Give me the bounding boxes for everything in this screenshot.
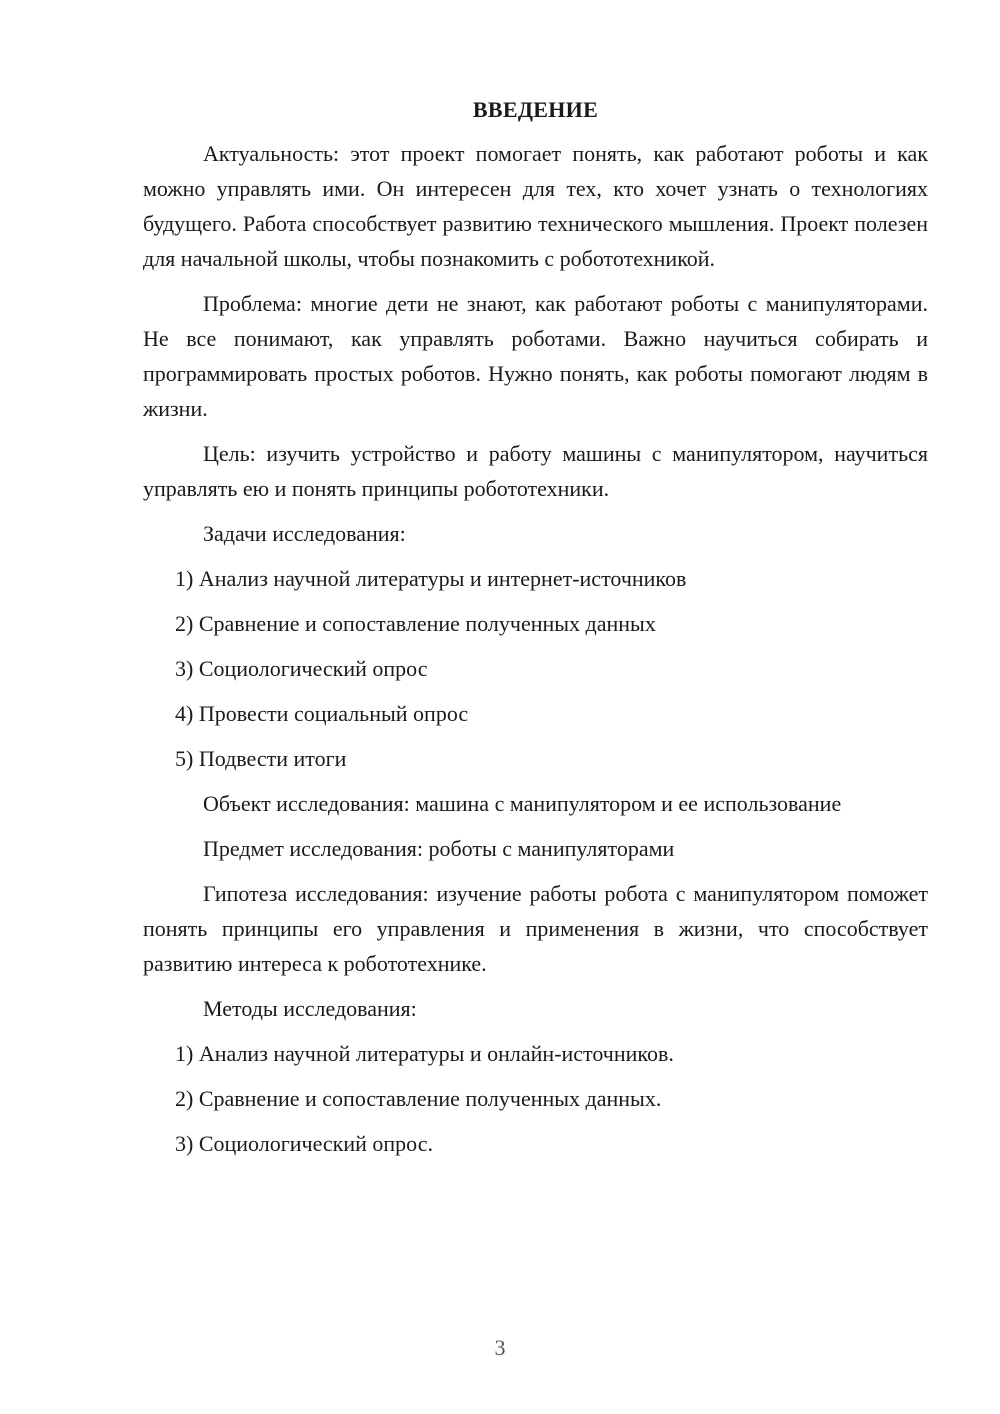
- methods-list: [143, 1036, 928, 1161]
- list-item: 3) Социологический опрос: [175, 656, 428, 681]
- tasks-list: [143, 561, 928, 776]
- section-heading: ВВЕДЕНИЕ: [472, 97, 599, 122]
- object-line: Объект исследования: машина с манипулятором и ее использование: [203, 791, 842, 816]
- tasks-title: Задачи исследования:: [203, 521, 406, 546]
- subject-line: Предмет исследования: роботы с манипуляторами: [203, 836, 675, 861]
- relevance-paragraph: Актуальность: этот проект помогает понять, как работают роботы и как можно управлять ими. Он интересен для тех, кто хочет узнать о технологиях будущего. Работа способствует развитию технического мышления. Проект полезен для начальной школы, чтобы познакомить с робототехникой.: [143, 141, 928, 271]
- problem-paragraph: Проблема: многие дети не знают, как работают роботы с манипуляторами. Не все понимают, как управлять роботами. Важно научиться собирать и программировать простых роботов. Нужно понять, как роботы помогают людям в жизни.: [143, 291, 928, 421]
- page-number: 3: [494, 1335, 506, 1360]
- list-item: 2) Сравнение и сопоставление полученных данных.: [175, 1086, 662, 1111]
- goal-paragraph: Цель: изучить устройство и работу машины с манипулятором, научиться управлять ею и понять принципы робототехники.: [143, 441, 928, 501]
- list-item: 1) Анализ научной литературы и интернет-источников: [175, 566, 687, 591]
- list-item: 4) Провести социальный опрос: [175, 701, 469, 726]
- list-item: 1) Анализ научной литературы и онлайн-источников.: [175, 1041, 674, 1066]
- list-item: 2) Сравнение и сопоставление полученных данных: [175, 611, 656, 636]
- list-item: 3) Социологический опрос.: [175, 1131, 433, 1156]
- list-item: 5) Подвести итоги: [175, 746, 347, 771]
- document-page: [143, 94, 928, 1171]
- hypothesis-paragraph: Гипотеза исследования: изучение работы робота с манипулятором поможет понять принципы его управления и применения в жизни, что способствует развитию интереса к робототехнике.: [143, 881, 928, 976]
- methods-title: Методы исследования:: [203, 996, 417, 1021]
